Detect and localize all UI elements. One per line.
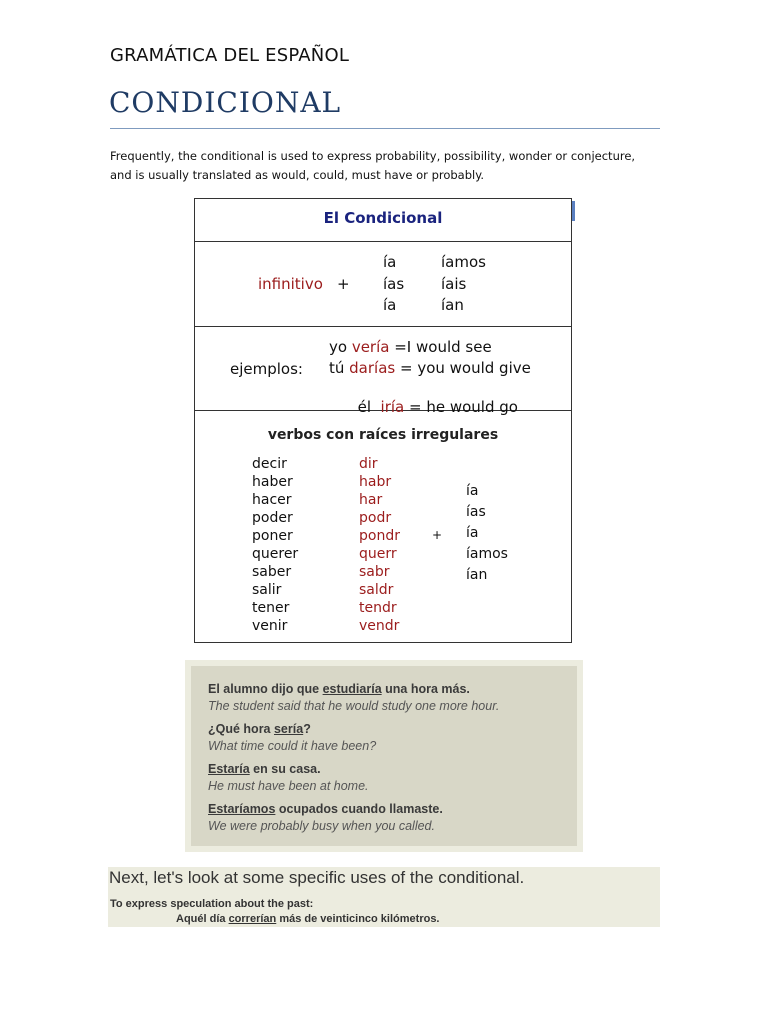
example-sentence-4 (208, 801, 443, 835)
conditional-table (194, 198, 572, 643)
infinitive: decir (252, 456, 287, 472)
ending-right-1: íamos (441, 253, 486, 271)
uses-heading: Next, let's look at some specific uses of the conditional. (109, 868, 525, 887)
irregular-stem: podr (359, 510, 392, 526)
sentence-text: una hora más. (381, 682, 470, 696)
use-speculation-example (176, 913, 440, 925)
irregular-stem: habr (359, 474, 392, 490)
infinitive: querer (252, 546, 299, 562)
sentence-verb: Estaría (208, 762, 250, 776)
sentence-translation: The student said that he would study one more hour. (208, 699, 500, 713)
irregular-plus: + (432, 528, 443, 542)
irregular-stem: querr (359, 546, 397, 562)
sentence-text: ¿Qué hora (208, 722, 274, 736)
example-3-translation: = he would go (404, 398, 518, 416)
example-row-1 (329, 338, 492, 356)
sentence-text: El alumno dijo que (208, 682, 323, 696)
example-sentence-1 (208, 681, 499, 715)
infinitive: salir (252, 582, 282, 598)
intro-paragraph (110, 147, 650, 185)
example-1-pronoun: yo (329, 338, 352, 356)
example-sentences-inner (191, 666, 577, 846)
sentence-text: ocupados cuando llamaste. (275, 802, 443, 816)
irregular-stem: sabr (359, 564, 390, 580)
irregular-endings-column (466, 481, 508, 586)
irregular-ending: íamos (466, 546, 508, 562)
example-verb: correrían (228, 913, 277, 925)
sentence-verb: estudiaría (322, 682, 382, 696)
example-row-2 (329, 359, 531, 377)
sentence-translation: What time could it have been? (208, 739, 377, 753)
ending-left-3: ía (383, 296, 397, 314)
sentence-translation: He must have been at home. (208, 779, 369, 793)
infinitives-column (252, 455, 298, 635)
infinitive: tener (252, 600, 290, 616)
sentence-verb: sería (273, 722, 304, 736)
intro-line-1: Frequently, the conditional is used to express probability, possibility, wonder or conjecture, (110, 149, 636, 163)
irregular-ending: ían (466, 567, 488, 583)
use-speculation-label: To express speculation about the past: (110, 898, 314, 910)
stems-column (359, 455, 400, 635)
irregular-title: verbos con raíces irregulares (267, 427, 499, 443)
ending-right-3: ían (441, 296, 464, 314)
table-title: El Condicional (323, 209, 443, 227)
irregular-stem: dir (359, 456, 378, 472)
formula-section (195, 242, 571, 327)
example-sentence-2 (208, 721, 376, 755)
examples-section (195, 327, 571, 416)
example-sentences-box (185, 660, 583, 852)
infinitive: haber (252, 474, 293, 490)
example-3-verb: iría (380, 398, 405, 416)
intro-line-2: and is usually translated as would, could, must have or probably. (110, 168, 485, 182)
irregular-stem: saldr (359, 582, 394, 598)
irregular-stem: tendr (359, 600, 397, 616)
infinitive: saber (252, 564, 292, 580)
title-divider (110, 128, 660, 129)
irregular-ending: ía (466, 483, 479, 499)
example-1-translation: =I would see (389, 338, 492, 356)
example-3-pronoun: él (357, 398, 381, 416)
example-text: más de veinticinco kilómetros. (276, 913, 440, 925)
infinitive: hacer (252, 492, 292, 508)
table-title-section (195, 199, 571, 242)
formula-plus: + (337, 275, 350, 293)
ending-right-2: íais (441, 275, 467, 293)
formula-stem: infinitivo (258, 275, 323, 293)
infinitive: venir (252, 618, 288, 634)
example-sentence-3 (208, 761, 369, 795)
irregular-ending: ía (466, 525, 479, 541)
irregular-ending: ías (466, 504, 486, 520)
irregular-stem: pondr (359, 528, 400, 544)
example-2-translation: = you would give (395, 359, 531, 377)
sentence-verb: Estaríamos (208, 802, 276, 816)
document-title: CONDICIONAL (109, 86, 342, 119)
document-subject-heading: GRAMÁTICA DEL ESPAÑOL (110, 45, 350, 66)
example-text: Aquél día (176, 913, 229, 925)
ending-left-1: ía (383, 253, 397, 271)
irregular-stem: vendr (359, 618, 400, 634)
example-2-verb: darías (349, 359, 396, 377)
examples-label: ejemplos: (230, 360, 303, 378)
example-2-pronoun: tú (329, 359, 350, 377)
irregular-stems-section (195, 411, 571, 642)
ending-left-2: ías (383, 275, 405, 293)
table-edge-marker (572, 201, 575, 221)
infinitive: poder (252, 510, 293, 526)
infinitive: poner (252, 528, 293, 544)
sentence-text: en su casa. (249, 762, 321, 776)
sentence-text: ? (303, 722, 311, 736)
irregular-stem: har (359, 492, 383, 508)
sentence-translation: We were probably busy when you called. (208, 819, 435, 833)
example-1-verb: vería (351, 338, 390, 356)
